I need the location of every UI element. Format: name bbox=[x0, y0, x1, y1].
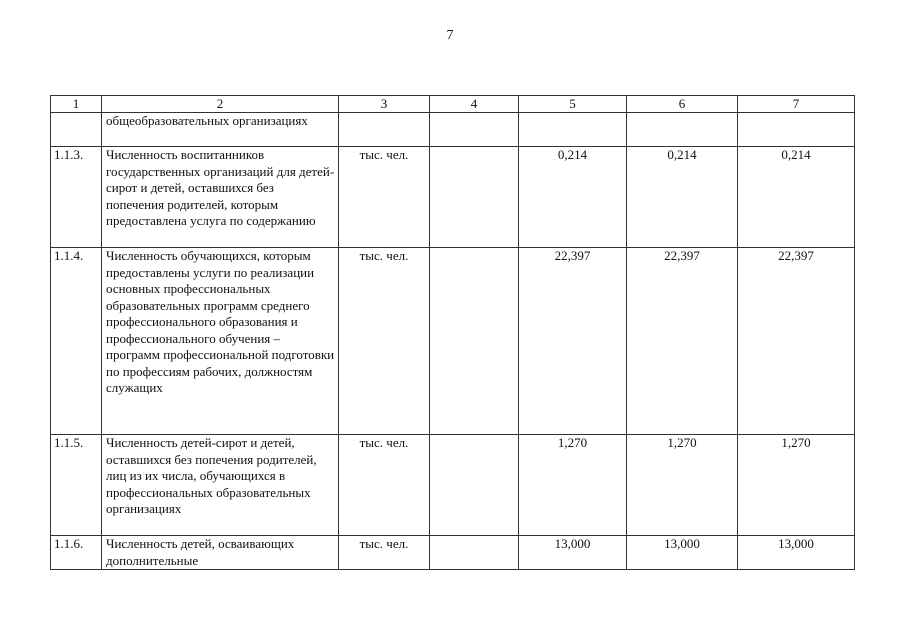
row-value-col4 bbox=[430, 248, 519, 435]
row-unit: тыс. чел. bbox=[339, 248, 430, 435]
table-row bbox=[51, 113, 855, 147]
row-code bbox=[51, 113, 102, 147]
row-code: 1.1.6. bbox=[51, 536, 102, 570]
row-name: Численность детей-сирот и детей, оставшихся без попечения родителей, лиц из их числа, обучающихся в профессиональных образовательных организациях bbox=[102, 435, 339, 536]
column-header: 7 bbox=[738, 96, 855, 113]
row-value-col5: 22,397 bbox=[519, 248, 627, 435]
row-code: 1.1.4. bbox=[51, 248, 102, 435]
column-header: 1 bbox=[51, 96, 102, 113]
row-unit bbox=[339, 113, 430, 147]
row-value-col7 bbox=[738, 113, 855, 147]
row-unit: тыс. чел. bbox=[339, 435, 430, 536]
row-value-col6: 1,270 bbox=[627, 435, 738, 536]
row-unit: тыс. чел. bbox=[339, 536, 430, 570]
column-header: 4 bbox=[430, 96, 519, 113]
row-value-col6: 13,000 bbox=[627, 536, 738, 570]
row-value-col5: 13,000 bbox=[519, 536, 627, 570]
row-value-col4 bbox=[430, 536, 519, 570]
row-value-col4 bbox=[430, 147, 519, 248]
row-value-col7: 22,397 bbox=[738, 248, 855, 435]
row-code: 1.1.5. bbox=[51, 435, 102, 536]
row-name: Численность детей, осваивающих дополнительные bbox=[102, 536, 339, 570]
row-name: общеобразовательных организациях bbox=[102, 113, 339, 147]
column-header: 2 bbox=[102, 96, 339, 113]
row-name: Численность обучающихся, которым предоставлены услуги по реализации основных профессиональных образовательных программ среднего профессионального образования и профессионального обучения – программ профессиональной подготовки по профессиям рабочих, должностям служащих bbox=[102, 248, 339, 435]
column-header: 6 bbox=[627, 96, 738, 113]
table-row bbox=[51, 248, 855, 435]
table-row bbox=[51, 536, 855, 570]
page-number: 7 bbox=[446, 28, 454, 43]
table-header-row bbox=[51, 96, 855, 113]
row-unit: тыс. чел. bbox=[339, 147, 430, 248]
row-value-col4 bbox=[430, 113, 519, 147]
row-value-col7: 1,270 bbox=[738, 435, 855, 536]
row-value-col6: 22,397 bbox=[627, 248, 738, 435]
row-code: 1.1.3. bbox=[51, 147, 102, 248]
row-value-col5 bbox=[519, 113, 627, 147]
table-row bbox=[51, 147, 855, 248]
row-name: Численность воспитанников государственных организаций для детей-сирот и детей, оставшихся без попечения родителей, которым предоставлена услуга по содержанию bbox=[102, 147, 339, 248]
row-value-col4 bbox=[430, 435, 519, 536]
row-value-col5: 0,214 bbox=[519, 147, 627, 248]
row-value-col7: 13,000 bbox=[738, 536, 855, 570]
row-value-col5: 1,270 bbox=[519, 435, 627, 536]
row-value-col6 bbox=[627, 113, 738, 147]
table-row bbox=[51, 435, 855, 536]
row-value-col6: 0,214 bbox=[627, 147, 738, 248]
column-header: 5 bbox=[519, 96, 627, 113]
column-header: 3 bbox=[339, 96, 430, 113]
row-value-col7: 0,214 bbox=[738, 147, 855, 248]
data-table bbox=[50, 95, 855, 570]
